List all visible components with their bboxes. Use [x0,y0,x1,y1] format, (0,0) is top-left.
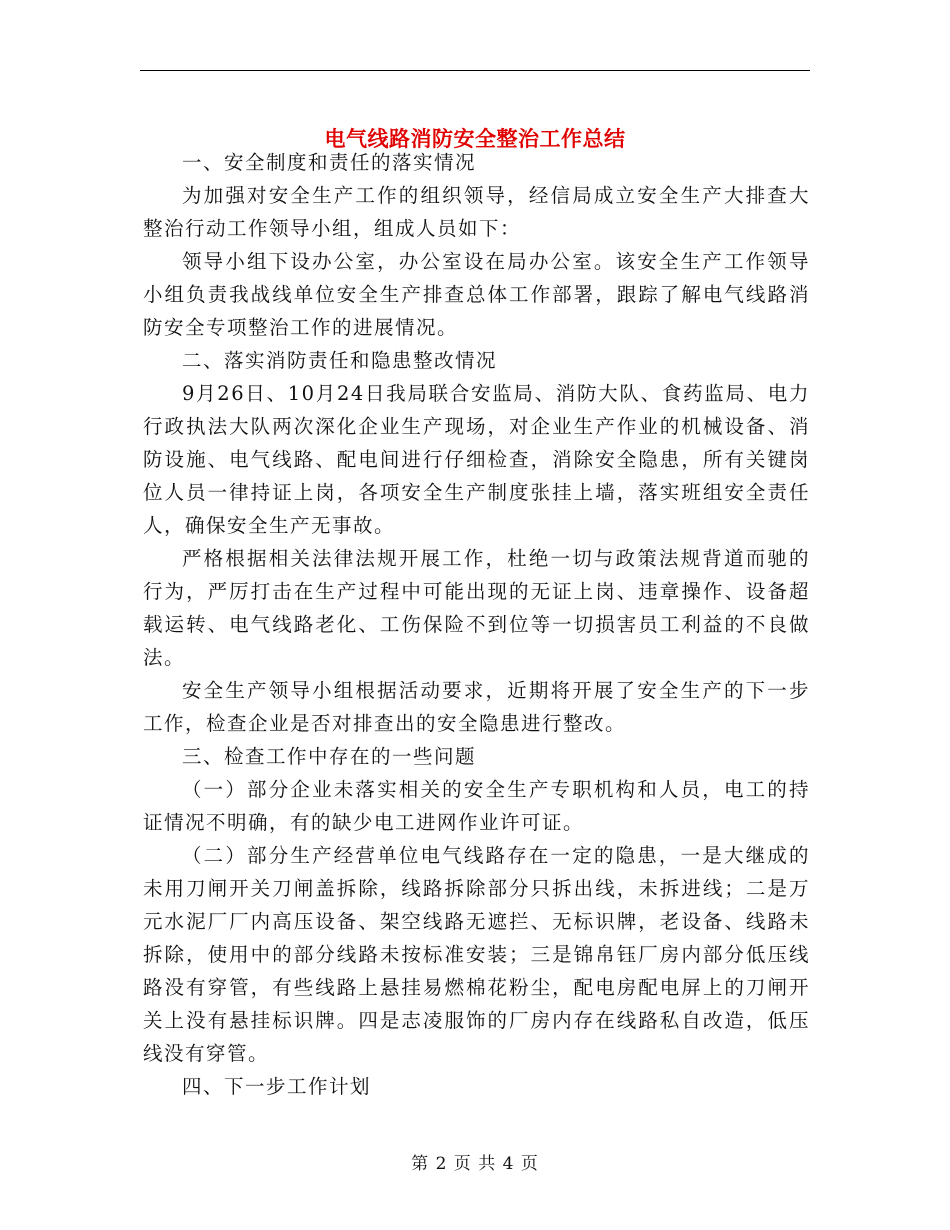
paragraph: 严格根据相关法律法规开展工作，杜绝一切与政策法规背道而驰的行为，严厉打击在生产过程中可能出现的无证上岗、违章操作、设备超载运转、电气线路老化、工伤保险不到位等一切损害员工利益的不良做法。 [143,547,810,669]
paragraph: （一）部分企业未落实相关的安全生产专职机构和人员，电工的持证情况不明确，有的缺少电工进网作业许可证。 [143,778,810,834]
section-heading-3: 三、检查工作中存在的一些问题 [182,745,477,768]
paragraph: 为加强对安全生产工作的组织领导，经信局成立安全生产大排查大整治行动工作领导小组，组成人员如下： [143,184,810,240]
paragraph: 9月26日、10月24日我局联合安监局、消防大队、食药监局、电力行政执法大队两次深化企业生产现场，对企业生产作业的机械设备、消防设施、电气线路、配电间进行仔细检查，消除安全隐患，所有关键岗位人员一律持证上岗，各项安全生产制度张挂上墙，落实班组安全责任人，确保安全生产无事故。 [143,382,810,537]
document-body [143,146,810,1103]
paragraph: 安全生产领导小组根据活动要求，近期将开展了安全生产的下一步工作，检查企业是否对排查出的安全隐患进行整改。 [143,679,810,735]
paragraph: 领导小组下设办公室，办公室设在局办公室。该安全生产工作领导小组负责我战线单位安全生产排查总体工作部署，跟踪了解电气线路消防安全专项整治工作的进展情况。 [143,250,810,339]
header-rule [140,70,810,71]
document-title: 电气线路消防安全整治工作总结 [324,126,626,152]
paragraph: （二）部分生产经营单位电气线路存在一定的隐患，一是大继成的未用刀闸开关刀闸盖拆除，线路拆除部分只拆出线，未拆进线；二是万元水泥厂厂内高压设备、架空线路无遮拦、无标识牌，老设备、线路未拆除，使用中的部分线路未按标准安装；三是锦帛钰厂房内部分低压线路没有穿管，有些线路上悬挂易燃棉花粉尘，配电房配电屏上的刀闸开关上没有悬挂标识牌。四是志凌服饰的厂房内存在线路私自改造，低压线没有穿管。 [143,844,810,1065]
section-heading-2: 二、落实消防责任和隐患整改情况 [182,349,498,372]
page-number-footer: 第 2 页 共 4 页 [411,1154,539,1174]
section-heading-4: 四、下一步工作计划 [182,1075,372,1098]
section-heading-1: 一、安全制度和责任的落实情况 [182,151,477,174]
